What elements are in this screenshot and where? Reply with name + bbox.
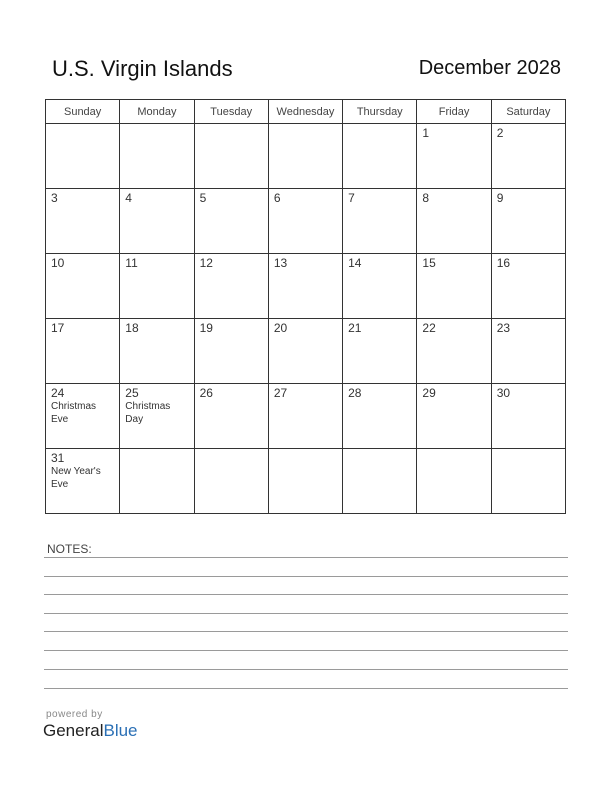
day-cell[interactable] bbox=[268, 449, 342, 514]
day-cell[interactable] bbox=[417, 124, 491, 189]
day-cell[interactable] bbox=[46, 449, 120, 514]
day-content bbox=[200, 257, 213, 270]
country-title: U.S. Virgin Islands bbox=[52, 56, 233, 81]
holiday-label: Eve bbox=[51, 414, 69, 425]
day-number: 1 bbox=[422, 126, 430, 140]
day-content bbox=[497, 192, 504, 205]
day-cell[interactable] bbox=[417, 254, 491, 319]
note-line bbox=[44, 650, 568, 651]
day-cell[interactable] bbox=[268, 254, 342, 319]
day-content bbox=[51, 452, 101, 491]
day-content bbox=[348, 257, 361, 270]
day-cell[interactable] bbox=[120, 319, 194, 384]
day-content bbox=[125, 192, 132, 205]
day-content bbox=[125, 387, 170, 426]
day-number: 21 bbox=[348, 321, 362, 335]
week-row bbox=[46, 189, 566, 254]
day-number: 31 bbox=[51, 451, 65, 465]
holiday-label: Eve bbox=[51, 479, 69, 490]
weekday-saturday: Saturday bbox=[491, 100, 565, 124]
holiday-label: Day bbox=[125, 414, 144, 425]
day-cell[interactable] bbox=[194, 449, 268, 514]
day-cell[interactable] bbox=[491, 449, 565, 514]
day-number: 16 bbox=[496, 256, 511, 270]
day-cell[interactable] bbox=[343, 319, 417, 384]
weekday-header-row bbox=[46, 100, 566, 124]
day-cell[interactable] bbox=[194, 384, 268, 449]
week-row bbox=[46, 124, 566, 189]
calendar-grid bbox=[45, 99, 566, 514]
day-number: 2 bbox=[496, 126, 504, 140]
note-line bbox=[44, 613, 568, 614]
day-content bbox=[422, 322, 435, 335]
day-cell[interactable] bbox=[417, 449, 491, 514]
day-cell[interactable] bbox=[491, 319, 565, 384]
day-cell[interactable] bbox=[268, 124, 342, 189]
brand-blue: Blue bbox=[103, 721, 138, 740]
day-content bbox=[497, 257, 510, 270]
day-content bbox=[274, 257, 287, 270]
day-cell[interactable] bbox=[343, 189, 417, 254]
day-number: 23 bbox=[496, 321, 511, 335]
day-number: 13 bbox=[273, 256, 288, 270]
day-cell[interactable] bbox=[46, 319, 120, 384]
notes-label: NOTES: bbox=[47, 542, 92, 556]
note-line bbox=[44, 557, 568, 558]
day-number: 4 bbox=[125, 191, 132, 205]
day-cell[interactable] bbox=[268, 319, 342, 384]
day-number: 29 bbox=[422, 386, 436, 400]
day-cell[interactable] bbox=[194, 189, 268, 254]
day-content bbox=[348, 322, 361, 335]
day-content bbox=[200, 322, 213, 335]
weekday-wednesday: Wednesday bbox=[268, 100, 342, 124]
day-number: 18 bbox=[125, 321, 139, 335]
day-cell[interactable] bbox=[46, 124, 120, 189]
weekday-tuesday: Tuesday bbox=[194, 100, 268, 124]
day-number: 17 bbox=[51, 321, 65, 335]
day-number: 10 bbox=[51, 256, 65, 270]
day-number: 11 bbox=[125, 256, 138, 270]
week-row bbox=[46, 254, 566, 319]
day-content bbox=[422, 192, 429, 205]
note-line bbox=[44, 594, 568, 595]
week-row bbox=[46, 384, 566, 449]
day-content bbox=[348, 192, 355, 205]
powered-by-text: powered by bbox=[46, 709, 103, 720]
day-cell[interactable] bbox=[46, 254, 120, 319]
day-number: 27 bbox=[273, 386, 288, 400]
day-number: 15 bbox=[422, 256, 436, 270]
day-cell[interactable] bbox=[194, 124, 268, 189]
day-cell[interactable] bbox=[268, 384, 342, 449]
day-number: 30 bbox=[496, 386, 511, 400]
day-cell[interactable] bbox=[194, 319, 268, 384]
day-content bbox=[497, 322, 510, 335]
day-cell[interactable] bbox=[120, 124, 194, 189]
day-number: 7 bbox=[348, 191, 355, 205]
month-year-title: December 2028 bbox=[418, 57, 561, 79]
day-content bbox=[497, 387, 510, 400]
day-cell[interactable] bbox=[46, 384, 120, 449]
day-number: 12 bbox=[199, 256, 213, 270]
day-content bbox=[125, 257, 137, 270]
holiday-label: Christmas bbox=[125, 401, 171, 412]
day-cell[interactable] bbox=[120, 384, 194, 449]
holiday-label: New Year's bbox=[51, 466, 101, 477]
day-number: 20 bbox=[273, 321, 288, 335]
day-content bbox=[274, 387, 287, 400]
day-content bbox=[422, 257, 435, 270]
day-cell[interactable] bbox=[194, 254, 268, 319]
day-cell[interactable] bbox=[343, 384, 417, 449]
weekday-monday: Monday bbox=[120, 100, 194, 124]
day-cell[interactable] bbox=[491, 124, 565, 189]
day-number: 3 bbox=[51, 191, 58, 205]
brand-logo[interactable] bbox=[43, 721, 138, 741]
day-cell[interactable] bbox=[46, 189, 120, 254]
day-content bbox=[274, 192, 281, 205]
day-cell[interactable] bbox=[491, 384, 565, 449]
day-content bbox=[348, 387, 361, 400]
day-number: 9 bbox=[496, 191, 504, 205]
day-cell[interactable] bbox=[120, 254, 194, 319]
day-number: 24 bbox=[51, 386, 65, 400]
day-number: 26 bbox=[199, 386, 213, 400]
day-cell[interactable] bbox=[343, 449, 417, 514]
day-content bbox=[51, 387, 96, 426]
day-content bbox=[125, 322, 138, 335]
day-content bbox=[200, 192, 207, 205]
day-cell[interactable] bbox=[343, 124, 417, 189]
day-cell[interactable] bbox=[417, 384, 491, 449]
day-cell[interactable] bbox=[343, 254, 417, 319]
day-cell[interactable] bbox=[120, 449, 194, 514]
weekday-sunday: Sunday bbox=[46, 100, 120, 124]
day-number: 5 bbox=[199, 191, 207, 205]
day-cell[interactable] bbox=[268, 189, 342, 254]
day-number: 25 bbox=[125, 386, 139, 400]
day-content bbox=[422, 387, 435, 400]
holiday-label: Christmas bbox=[51, 401, 97, 412]
weekday-friday: Friday bbox=[417, 100, 491, 124]
day-content bbox=[497, 127, 504, 140]
brand-general: General bbox=[43, 721, 104, 740]
day-content bbox=[274, 322, 287, 335]
day-content bbox=[51, 192, 58, 205]
day-content bbox=[200, 387, 213, 400]
day-content bbox=[51, 257, 64, 270]
day-number: 19 bbox=[199, 321, 213, 335]
day-number: 14 bbox=[348, 256, 362, 270]
weekday-thursday: Thursday bbox=[343, 100, 417, 124]
week-row bbox=[46, 319, 566, 384]
day-content bbox=[51, 322, 64, 335]
week-row bbox=[46, 449, 566, 514]
day-number: 6 bbox=[273, 191, 281, 205]
note-line bbox=[44, 669, 568, 670]
note-line bbox=[44, 688, 568, 689]
day-cell[interactable] bbox=[417, 319, 491, 384]
day-cell[interactable] bbox=[120, 189, 194, 254]
note-line bbox=[44, 576, 568, 577]
note-line bbox=[44, 631, 568, 632]
day-cell[interactable] bbox=[491, 189, 565, 254]
day-number: 22 bbox=[422, 321, 436, 335]
day-cell[interactable] bbox=[417, 189, 491, 254]
day-number: 8 bbox=[422, 191, 430, 205]
day-number: 28 bbox=[348, 386, 362, 400]
day-cell[interactable] bbox=[491, 254, 565, 319]
day-content bbox=[422, 127, 429, 140]
